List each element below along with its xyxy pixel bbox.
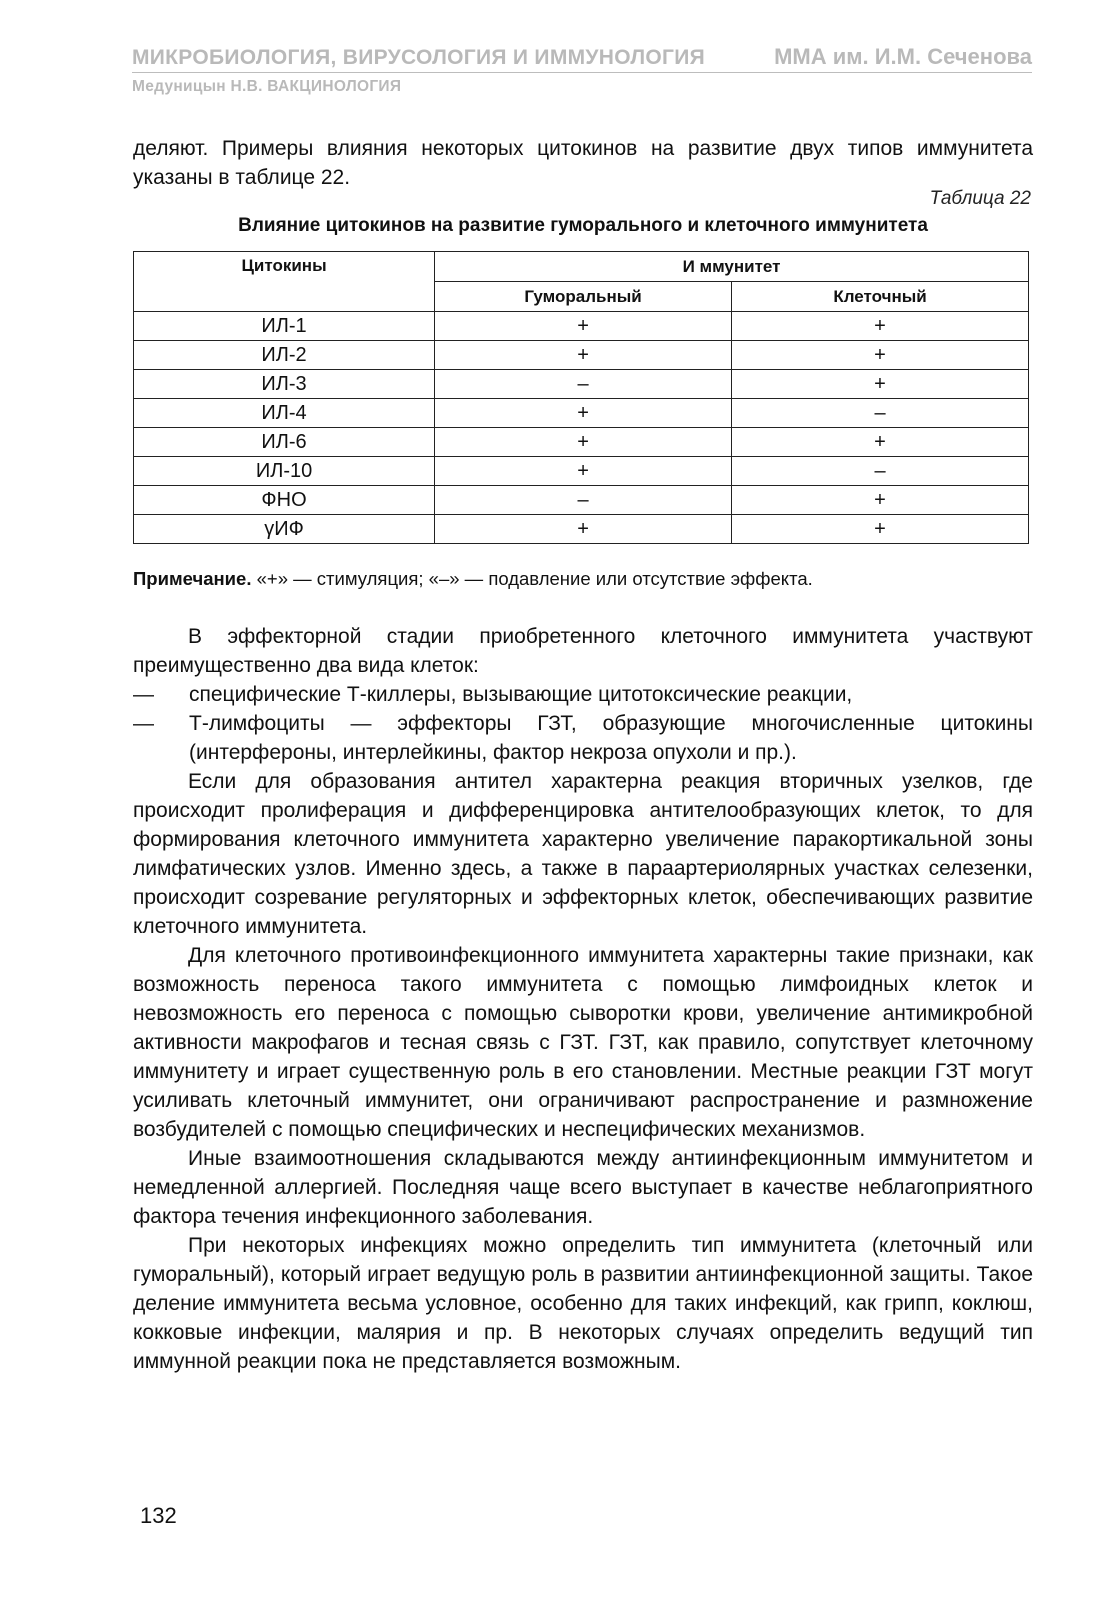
main-text [133,622,1033,1376]
humoral-effect: + [435,428,732,457]
author-book-title: Медуницын Н.В. ВАКЦИНОЛОГИЯ [132,78,402,95]
table-row [134,399,1029,428]
header-immunity: И ммунитет [435,252,1029,282]
note-text: «+» — стимуляция; «–» — подавление или отсутствие эффекта. [251,568,813,589]
intro-text: деляют. Примеры влияния некоторых цитокинов на развитие двух типов иммунитета указаны в таблице 22. [133,137,1033,189]
list-item-text: специфические Т-киллеры, вызывающие цитотоксические реакции, [189,683,853,706]
running-header [132,44,1032,96]
humoral-effect: – [435,370,732,399]
humoral-effect: + [435,312,732,341]
list-item [133,680,1033,709]
table-row [134,370,1029,399]
book-series-title: МИКРОБИОЛОГИЯ, ВИРУСОЛОГИЯ И ИММУНОЛОГИЯ [132,46,706,69]
cytokine-name: ИЛ-4 [134,399,435,428]
paragraph: При некоторых инфекциях можно определить тип иммунитета (клеточный или гуморальный), который играет ведущую роль в развитии антиинфекционной защиты. Такое деление иммунитета весьма условное, особенно для таких инфекций, как грипп, коклюш, кокковые инфекции, малярия и пр. В некоторых случаях определить ведущий тип иммунной реакции пока не представляется возможным. [133,1234,1033,1373]
cellular-effect: + [732,486,1029,515]
cellular-effect: – [732,399,1029,428]
cytokine-table [133,251,1029,544]
cellular-effect: + [732,370,1029,399]
cytokine-name: ИЛ-3 [134,370,435,399]
header-humoral: Гуморальный [435,282,732,312]
header-cellular: Клеточный [732,282,1029,312]
paragraph: Если для образования антител характерна реакция вторичных узелков, где происходит пролиферация и дифференцировка антителообразующих клеток, то для формирования клеточного иммунитета характерно увеличение паракортикальной зоны лимфатических узлов. Именно здесь, а также в параартериолярных участках селезенки, происходит созревание регуляторных и эффекторных клеток, обеспечивающих развитие клеточного иммунитета. [133,770,1033,938]
cytokine-name: ФНО [134,486,435,515]
table-row [134,312,1029,341]
cytokine-name: ИЛ-1 [134,312,435,341]
table-row [134,457,1029,486]
cellular-effect: + [732,312,1029,341]
humoral-effect: + [435,341,732,370]
cellular-effect: + [732,515,1029,544]
cellular-effect: + [732,341,1029,370]
list-item-text: Т-лимфоциты — эффекторы ГЗТ, образующие многочисленные цитокины (интерфероны, интерлейкины, фактор некроза опухоли и пр.). [189,712,1033,764]
table-row [134,515,1029,544]
dash-bullet: — [133,683,154,706]
dash-bullet: — [133,712,154,735]
running-header-line [132,44,1032,73]
table-note [133,568,813,590]
header-cytokines: Цитокины [134,252,435,312]
humoral-effect: + [435,399,732,428]
cellular-effect: – [732,457,1029,486]
intro-paragraph [133,134,1033,192]
paragraph: Для клеточного противоинфекционного иммунитета характерны такие признаки, как возможность переноса такого иммунитета с помощью лимфоидных клеток и невозможность его переноса с помощью сыворотки крови, увеличение антимикробной активности макрофагов и тесная связь с ГЗТ. ГЗТ, как правило, сопутствует клеточному иммунитету и играет существенную роль в его становлении. Местные реакции ГЗТ могут усиливать клеточный иммунитет, они ограничивают распространение и размножение возбудителей с помощью специфических и неспецифических механизмов. [133,944,1033,1141]
cytokine-name: ИЛ-2 [134,341,435,370]
paragraph: В эффекторной стадии приобретенного клеточного иммунитета участвуют преимущественно два вида клеток: [133,625,1033,677]
table-header-row [134,252,1029,282]
humoral-effect: – [435,486,732,515]
table-row [134,486,1029,515]
list-item [133,709,1033,767]
table-label: Таблица 22 [929,188,1031,209]
humoral-effect: + [435,515,732,544]
table-row [134,428,1029,457]
cytokine-name: ИЛ-6 [134,428,435,457]
humoral-effect: + [435,457,732,486]
cytokine-name: γИФ [134,515,435,544]
table-row [134,341,1029,370]
paragraph: Иные взаимоотношения складываются между антиинфекционным иммунитетом и немедленной аллергией. Последняя чаще всего выступает в качестве неблагоприятного фактора течения инфекционного заболевания. [133,1147,1033,1228]
note-label: Примечание. [133,568,252,589]
cellular-effect: + [732,428,1029,457]
cytokine-name: ИЛ-10 [134,457,435,486]
table-title: Влияние цитокинов на развитие гуморального и клеточного иммунитета [238,215,928,236]
page-number: 132 [140,1503,177,1528]
publisher-name: ММА им. И.М. Сеченова [774,44,1032,69]
